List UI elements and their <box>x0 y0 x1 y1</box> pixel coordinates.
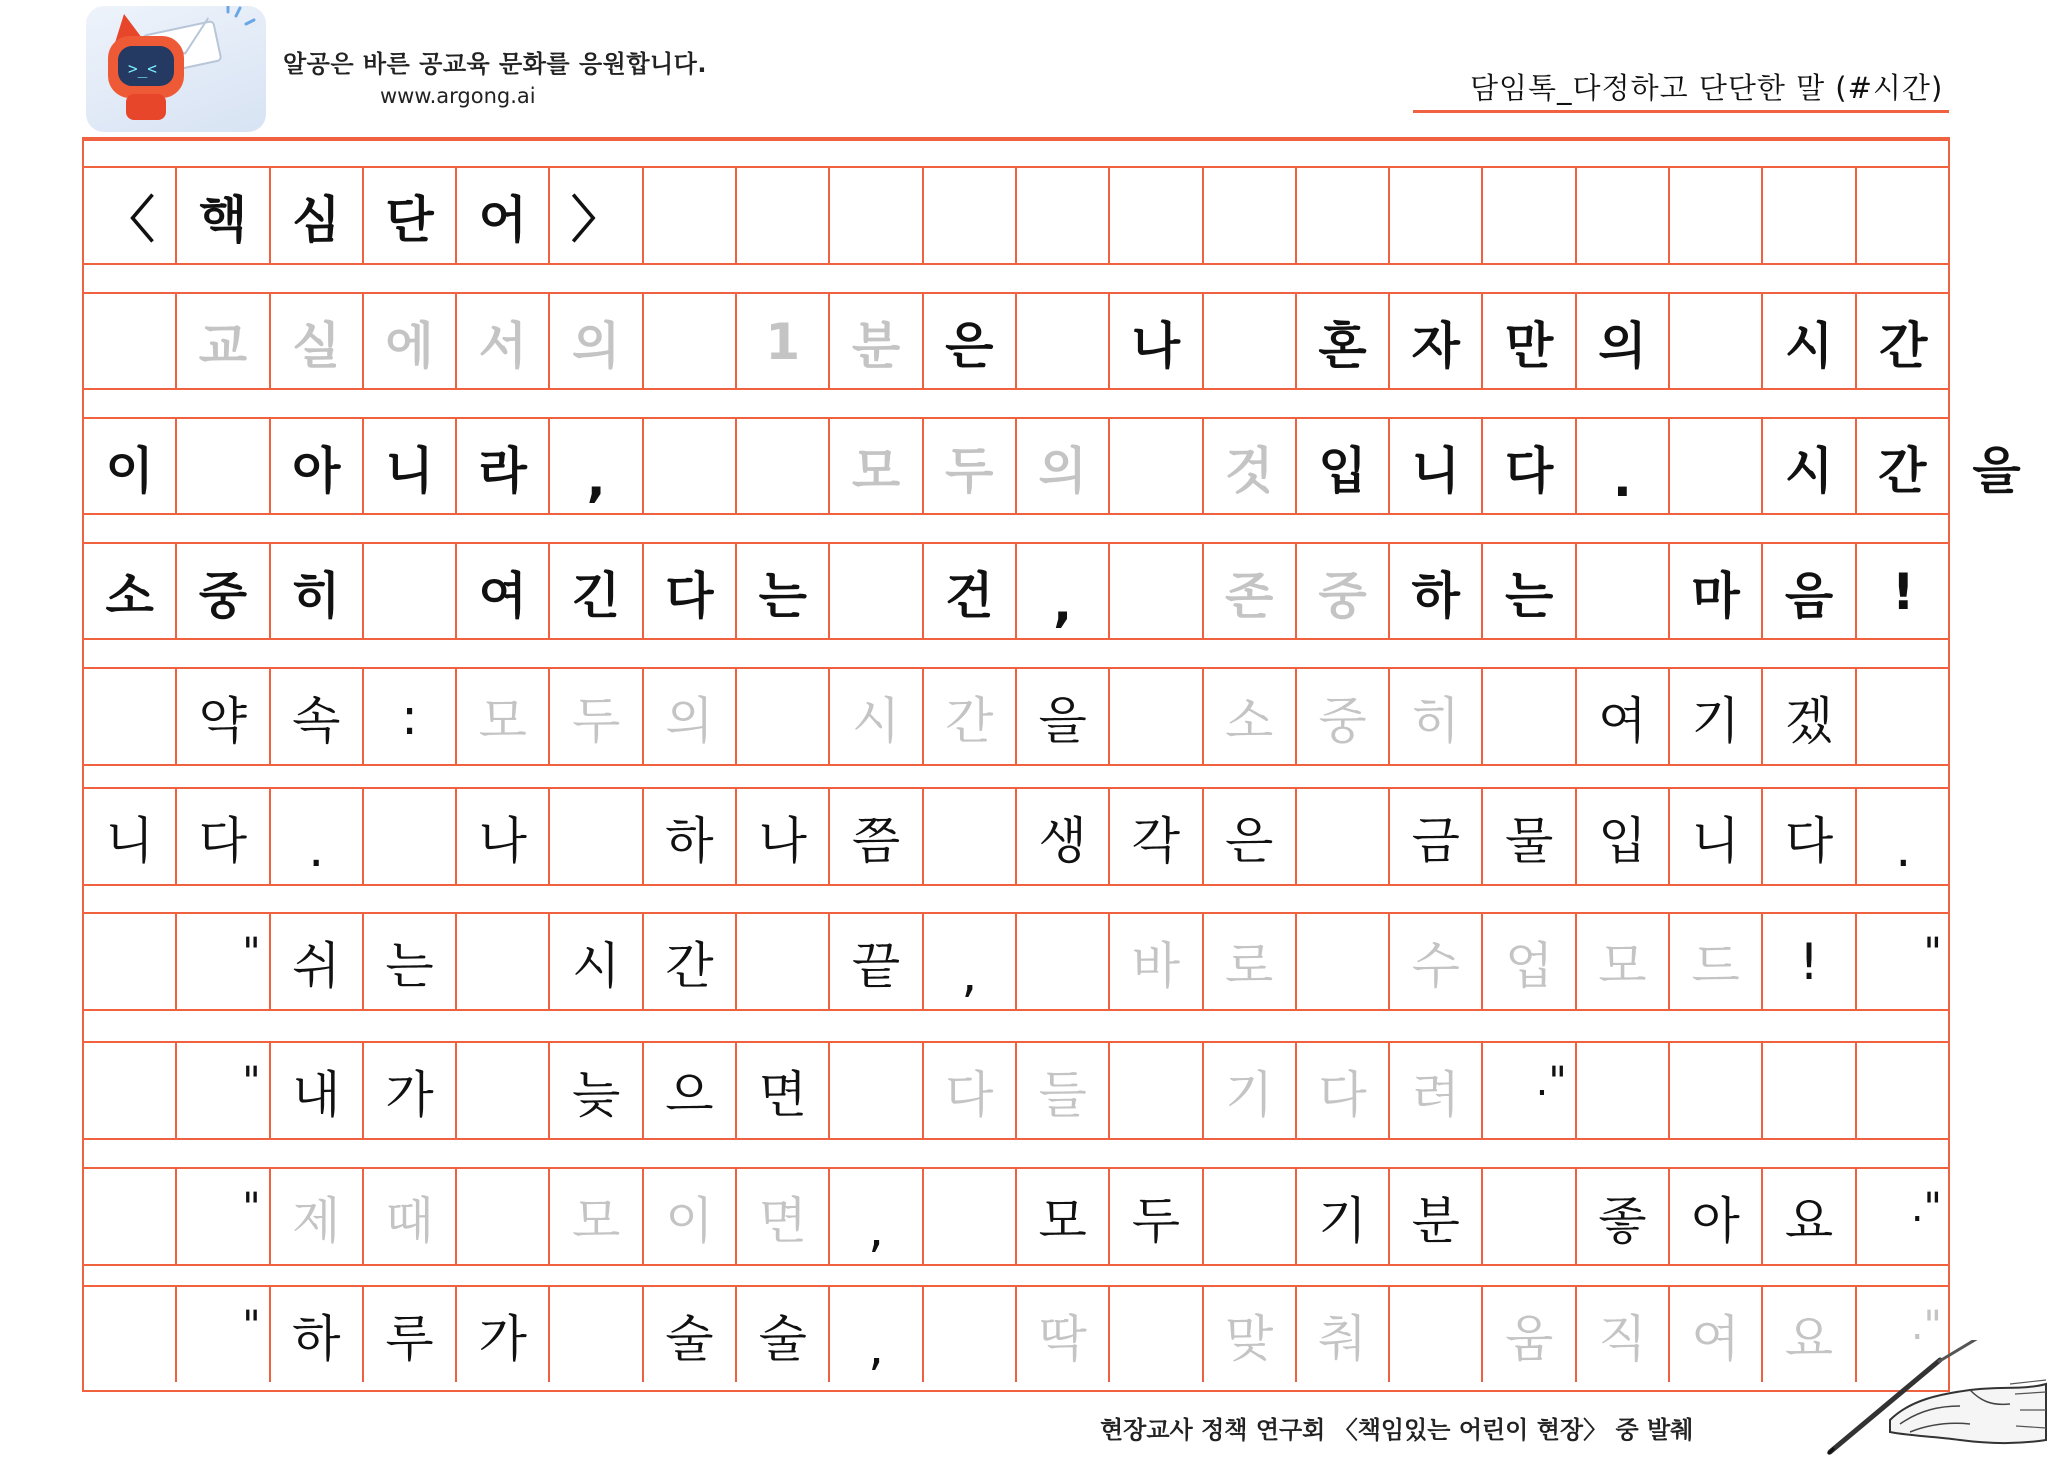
grid-cell: 업 <box>1483 914 1576 1009</box>
grid-cell: 나 <box>1110 294 1203 389</box>
grid-cell <box>550 789 643 884</box>
grid-cell: 이 <box>84 419 177 514</box>
grid-cell <box>1017 294 1110 389</box>
grid-cell: 속 <box>271 669 364 764</box>
grid-row <box>84 544 1948 639</box>
grid-cell <box>84 294 177 389</box>
grid-cell <box>1763 168 1856 263</box>
grid-cell <box>1017 168 1110 263</box>
grid-cell <box>1577 168 1670 263</box>
logo-badge <box>86 6 266 132</box>
grid-cell: 마 <box>1670 544 1763 639</box>
grid-cell: 가 <box>364 1043 457 1138</box>
grid-cell <box>1297 789 1390 884</box>
grid-cell: 나 <box>737 789 830 884</box>
grid-cell: . <box>271 789 364 884</box>
grid-cell: 다 <box>1763 789 1856 884</box>
grid-cell <box>84 669 177 764</box>
grid-cell: " <box>177 1169 270 1264</box>
grid-cell <box>1390 1287 1483 1382</box>
grid-cell: " <box>1923 930 1942 976</box>
grid-spacer-band <box>84 884 1948 914</box>
grid-cell <box>737 669 830 764</box>
grid-cell: 것 <box>1204 419 1297 514</box>
grid-cell: 려 <box>1390 1043 1483 1138</box>
grid-cell: 히 <box>1390 669 1483 764</box>
grid-cell <box>737 419 830 514</box>
grid-cell <box>737 168 830 263</box>
grid-cell: 모 <box>1577 914 1670 1009</box>
grid-cell <box>1390 168 1483 263</box>
grid-cell: 면 <box>737 1169 830 1264</box>
grid-cell: 에 <box>364 294 457 389</box>
grid-cell: 시 <box>830 669 923 764</box>
grid-cell: 을 <box>1017 669 1110 764</box>
grid-cell: 춰 <box>1297 1287 1390 1382</box>
grid-cell: 다 <box>177 789 270 884</box>
grid-cell: ! <box>1891 562 1915 621</box>
grid-cell: 시 <box>1763 294 1856 389</box>
grid-cell: 여 <box>457 544 550 639</box>
grid-spacer-band <box>84 513 1948 544</box>
grid-cell: 교 <box>177 294 270 389</box>
grid-cell: 다 <box>924 1043 1017 1138</box>
grid-cell: 나 <box>457 789 550 884</box>
grid-cell: 니 <box>1670 789 1763 884</box>
grid-cell <box>924 1287 1017 1382</box>
grid-cell <box>1857 1043 1950 1138</box>
grid-row <box>84 1043 1948 1138</box>
grid-cell: 끝 <box>830 914 923 1009</box>
grid-cell: 존 <box>1204 544 1297 639</box>
grid-cell: 분 <box>830 294 923 389</box>
grid-cell: 루 <box>364 1287 457 1382</box>
grid-cell: " <box>177 1287 270 1382</box>
grid-cell <box>84 1043 177 1138</box>
grid-cell: 하 <box>644 789 737 884</box>
grid-cell: 술 <box>737 1287 830 1382</box>
grid-cell: 의 <box>1577 294 1670 389</box>
svg-text:>_<: >_< <box>128 59 157 78</box>
grid-cell <box>457 914 550 1009</box>
grid-cell <box>1483 1169 1576 1264</box>
grid-cell: 으 <box>644 1043 737 1138</box>
grid-cell <box>1110 544 1203 639</box>
grid-spacer-band <box>84 1138 1948 1169</box>
grid-cell: . <box>1895 820 1912 878</box>
grid-cell: 기 <box>1297 1169 1390 1264</box>
grid-cell: 니 <box>1390 419 1483 514</box>
grid-cell <box>1670 168 1763 263</box>
grid-cell: 히 <box>271 544 364 639</box>
grid-cell: 다 <box>1483 419 1576 514</box>
grid-cell: 간 <box>924 669 1017 764</box>
grid-cell: 다 <box>644 544 737 639</box>
grid-cell: 실 <box>271 294 364 389</box>
grid-cell: 니 <box>364 419 457 514</box>
grid-cell: 어 <box>457 168 550 263</box>
grid-cell <box>830 1043 923 1138</box>
grid-cell: 제 <box>271 1169 364 1264</box>
grid-spacer-band <box>84 139 1948 168</box>
source-credit: 현장교사 정책 연구회 〈책임있는 어린이 현장〉 중 발췌 <box>1100 1416 1694 1444</box>
grid-cell <box>1857 168 1950 263</box>
grid-cell: 각 <box>1110 789 1203 884</box>
grid-cell: 드 <box>1670 914 1763 1009</box>
grid-spacer-band <box>84 1009 1948 1043</box>
grid-cell <box>1483 168 1576 263</box>
grid-cell <box>1297 168 1390 263</box>
grid-cell <box>364 789 457 884</box>
grid-cell: 면 <box>737 1043 830 1138</box>
title-underline <box>1413 110 1949 113</box>
grid-cell: 심 <box>271 168 364 263</box>
grid-cell <box>644 294 737 389</box>
grid-cell: 움 <box>1483 1287 1576 1382</box>
grid-cell: 모 <box>550 1169 643 1264</box>
grid-row <box>84 1287 1948 1382</box>
grid-cell: 하 <box>1390 544 1483 639</box>
grid-cell: 건 <box>924 544 1017 639</box>
grid-cell <box>1670 1043 1763 1138</box>
grid-cell <box>457 1043 550 1138</box>
grid-cell <box>84 914 177 1009</box>
grid-cell: 는 <box>364 914 457 1009</box>
grid-spacer-band <box>84 764 1948 789</box>
document-title: 담임톡_다정하고 단단한 말 (#시간) <box>1470 71 1944 105</box>
grid-cell: ." <box>1483 1043 1576 1138</box>
grid-cell: 늦 <box>550 1043 643 1138</box>
grid-cell: 는 <box>737 544 830 639</box>
grid-cell: 간 <box>1857 419 1950 514</box>
grid-cell: 시 <box>550 914 643 1009</box>
grid-cell: 쯤 <box>830 789 923 884</box>
grid-cell: 중 <box>1297 544 1390 639</box>
grid-spacer-band <box>84 1264 1948 1287</box>
grid-cell: 은 <box>1204 789 1297 884</box>
grid-cell: 혼 <box>1297 294 1390 389</box>
grid-cell: 금 <box>1390 789 1483 884</box>
grid-cell: 두 <box>550 669 643 764</box>
grid-cell: 중 <box>1297 669 1390 764</box>
grid-cell <box>84 1169 177 1264</box>
grid-cell <box>364 544 457 639</box>
grid-cell: 가 <box>457 1287 550 1382</box>
grid-cell: 내 <box>271 1043 364 1138</box>
grid-cell <box>1110 669 1203 764</box>
grid-cell <box>924 789 1017 884</box>
grid-cell <box>1857 669 1950 764</box>
grid-row <box>84 168 1948 263</box>
grid-cell <box>1670 419 1763 514</box>
grid-row <box>84 789 1948 884</box>
grid-cell <box>457 1169 550 1264</box>
grid-cell: 직 <box>1577 1287 1670 1382</box>
grid-cell: 모 <box>1017 1169 1110 1264</box>
grid-cell: 로 <box>1204 914 1297 1009</box>
grid-cell <box>1110 1043 1203 1138</box>
grid-cell: 중 <box>177 544 270 639</box>
grid-cell: 은 <box>924 294 1017 389</box>
writing-grid-sheet <box>82 137 2021 1392</box>
grid-cell: 이 <box>644 1169 737 1264</box>
grid-cell: , <box>830 1169 923 1264</box>
grid-cell: 요 <box>1763 1169 1856 1264</box>
grid-cell: 아 <box>1670 1169 1763 1264</box>
grid-cell: 의 <box>644 669 737 764</box>
grid-cell: 여 <box>1577 669 1670 764</box>
grid-spacer-band <box>84 388 1948 419</box>
grid-cell: " <box>177 1043 270 1138</box>
grid-cell <box>84 1287 177 1382</box>
grid-cell <box>644 419 737 514</box>
brand-slogan: 알공은 바른 공교육 문화를 응원합니다. <box>283 50 707 78</box>
grid-cell <box>1204 1169 1297 1264</box>
grid-cell <box>1110 168 1203 263</box>
grid-cell: 수 <box>1390 914 1483 1009</box>
grid-cell: 1 <box>737 294 830 389</box>
grid-cell <box>1763 1043 1856 1138</box>
grid-cell: . <box>1577 419 1670 514</box>
grid-cell <box>177 419 270 514</box>
grid-cell: 라 <box>457 419 550 514</box>
grid-cell: ." <box>1910 1185 1942 1231</box>
grid-cell: 모 <box>830 419 923 514</box>
grid-cell: 음 <box>1763 544 1856 639</box>
grid-cell <box>1297 914 1390 1009</box>
grid-cell: 〈 <box>84 168 177 263</box>
grid-cell: 소 <box>1204 669 1297 764</box>
grid-cell <box>830 168 923 263</box>
grid-cell: 는 <box>1483 544 1576 639</box>
grid-cell: ! <box>1763 914 1856 1009</box>
grid-cell: 분 <box>1390 1169 1483 1264</box>
grid-row <box>84 669 1948 764</box>
grid-cell: 두 <box>924 419 1017 514</box>
grid-cell: 들 <box>1017 1043 1110 1138</box>
grid-row <box>84 914 1948 1009</box>
grid-spacer-band <box>84 638 1948 669</box>
grid-row <box>84 419 2021 514</box>
grid-cell <box>1577 1043 1670 1138</box>
grid-cell: 입 <box>1297 419 1390 514</box>
grid-cell <box>1110 1287 1203 1382</box>
grid-cell: 약 <box>177 669 270 764</box>
grid-cell: , <box>1017 544 1110 639</box>
grid-cell: 서 <box>457 294 550 389</box>
grid-cell: 겠 <box>1763 669 1856 764</box>
grid-cell <box>1017 914 1110 1009</box>
grid-cell: 단 <box>364 168 457 263</box>
grid-cell: 간 <box>644 914 737 1009</box>
grid-cell: 의 <box>550 294 643 389</box>
hand-writing-pen-icon <box>1820 1340 2048 1460</box>
grid-cell: , <box>924 914 1017 1009</box>
grid-cell: 술 <box>644 1287 737 1382</box>
grid-cell <box>1483 669 1576 764</box>
grid-cell: ." <box>1910 1303 1942 1349</box>
grid-cell: 소 <box>84 544 177 639</box>
grid-cell: 시 <box>1763 419 1856 514</box>
grid-cell: 아 <box>271 419 364 514</box>
grid-cell <box>1204 168 1297 263</box>
grid-cell: 핵 <box>177 168 270 263</box>
grid-cell: 의 <box>1017 419 1110 514</box>
grid-cell <box>737 914 830 1009</box>
brand-url[interactable]: www.argong.ai <box>380 84 536 108</box>
grid-cell: 맞 <box>1204 1287 1297 1382</box>
robot-mascot-icon <box>86 6 266 132</box>
grid-cell <box>1110 419 1203 514</box>
grid-row <box>84 294 1948 389</box>
grid-cell: 간 <box>1879 316 1928 375</box>
grid-cell: 〉 <box>550 168 643 263</box>
grid-cell: 물 <box>1483 789 1576 884</box>
grid-cell: 다 <box>1297 1043 1390 1138</box>
grid-cell <box>924 1169 1017 1264</box>
grid-cell: 여 <box>1670 1287 1763 1382</box>
grid-cell: , <box>830 1287 923 1382</box>
grid-cell: 두 <box>1110 1169 1203 1264</box>
grid-cell <box>830 544 923 639</box>
grid-cell: 때 <box>364 1169 457 1264</box>
grid-spacer-band <box>84 263 1948 294</box>
grid-cell: 을 <box>1972 441 2021 500</box>
grid-cell: 바 <box>1110 914 1203 1009</box>
grid-cell: 니 <box>84 789 177 884</box>
grid-cell <box>1204 294 1297 389</box>
grid-cell: 기 <box>1204 1043 1297 1138</box>
grid-cell: 생 <box>1017 789 1110 884</box>
grid-cell: : <box>364 669 457 764</box>
grid-cell: 하 <box>271 1287 364 1382</box>
grid-cell: 기 <box>1670 669 1763 764</box>
grid-row <box>84 1169 1948 1264</box>
grid-cell: 만 <box>1483 294 1576 389</box>
grid-cell <box>550 1287 643 1382</box>
grid-cell <box>1670 294 1763 389</box>
grid-cell: 모 <box>457 669 550 764</box>
grid-cell: 요 <box>1763 1287 1856 1382</box>
grid-cell: 긴 <box>550 544 643 639</box>
grid-cell: 쉬 <box>271 914 364 1009</box>
grid-cell <box>924 168 1017 263</box>
grid-cell: " <box>177 914 270 1009</box>
grid-cell: 좋 <box>1577 1169 1670 1264</box>
grid-cell <box>1577 544 1670 639</box>
grid-cell <box>644 168 737 263</box>
grid-cell: 입 <box>1577 789 1670 884</box>
grid-cell: 딱 <box>1017 1287 1110 1382</box>
grid-cell: 자 <box>1390 294 1483 389</box>
grid-cell: , <box>550 419 643 514</box>
